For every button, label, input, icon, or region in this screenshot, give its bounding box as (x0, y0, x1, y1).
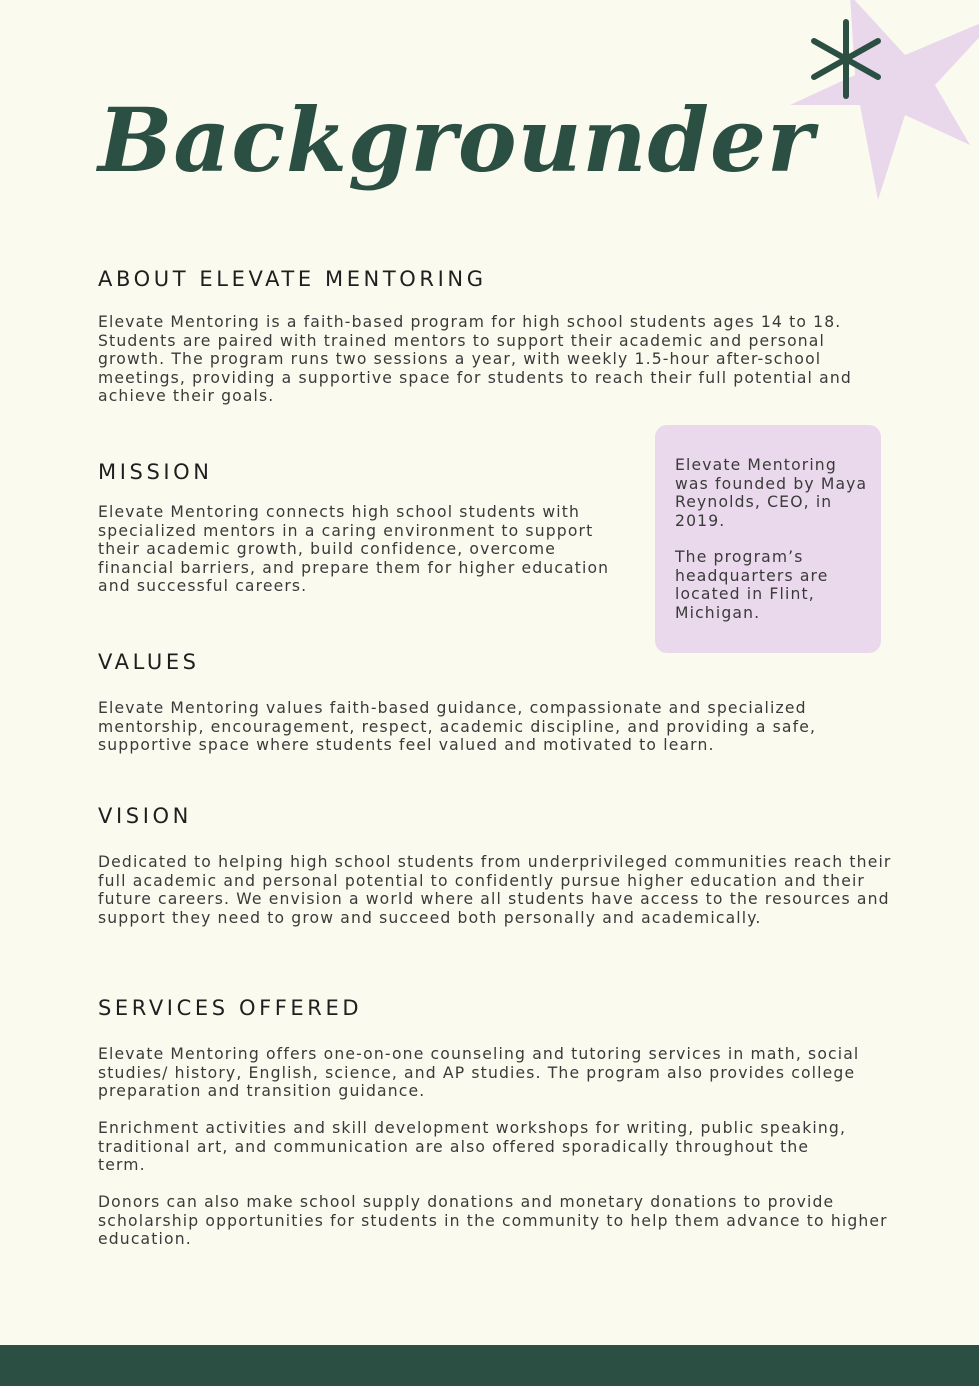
values-heading: VALUES (98, 650, 200, 674)
founding-info-text: Elevate Mentoring was founded by Maya Reynolds, CEO, in 2019. (675, 456, 868, 530)
about-heading: ABOUT ELEVATE MENTORING (98, 267, 487, 291)
mission-heading: MISSION (98, 460, 213, 484)
values-body: Elevate Mentoring values faith-based guidance, compassionate and specialized mentorship, encouragement, respect, academic discipline, and providing a safe, supportive space where students feel valued and motivated to learn. (98, 699, 817, 755)
mission-body: Elevate Mentoring connects high school students with specialized mentors in a caring environment to support their academic growth, build confidence, overcome financial barriers, and prepare them for higher education and successful careers. (98, 503, 610, 596)
page-title: Backgrounder (98, 88, 815, 192)
lilac-star-shape (790, 0, 979, 200)
about-body: Elevate Mentoring is a faith-based program for high school students ages 14 to 18. Students are paired with trained mentors to support their academic and personal growth. The program runs two sessions a year, with weekly 1.5-hour after-school meetings, providing a supportive space for students to reach their full potential and achieve their goals. (98, 313, 852, 406)
vision-heading: VISION (98, 804, 192, 828)
services-heading: SERVICES OFFERED (98, 996, 363, 1020)
footer-bar (0, 1345, 979, 1386)
services-body-1: Elevate Mentoring offers one-on-one counseling and tutoring services in math, social studies/ history, English, science, and AP studies. The program also provides college preparation and transition guidance. (98, 1045, 860, 1101)
founding-info-box (655, 425, 881, 653)
services-body-3: Donors can also make school supply donations and monetary donations to provide scholarship opportunities for students in the community to help them advance to higher education. (98, 1193, 888, 1249)
headquarters-info-text: The program’s headquarters are located in Flint, Michigan. (675, 548, 829, 622)
services-body-2: Enrichment activities and skill development workshops for writing, public speaking, traditional art, and communication are also offered sporadically throughout the term. (98, 1119, 847, 1175)
vision-body: Dedicated to helping high school students from underprivileged communities reach their full academic and personal potential to confidently pursue higher education and their future careers. We envision a world where all students have access to the resources and support they need to grow and succeed both personally and academically. (98, 853, 892, 927)
